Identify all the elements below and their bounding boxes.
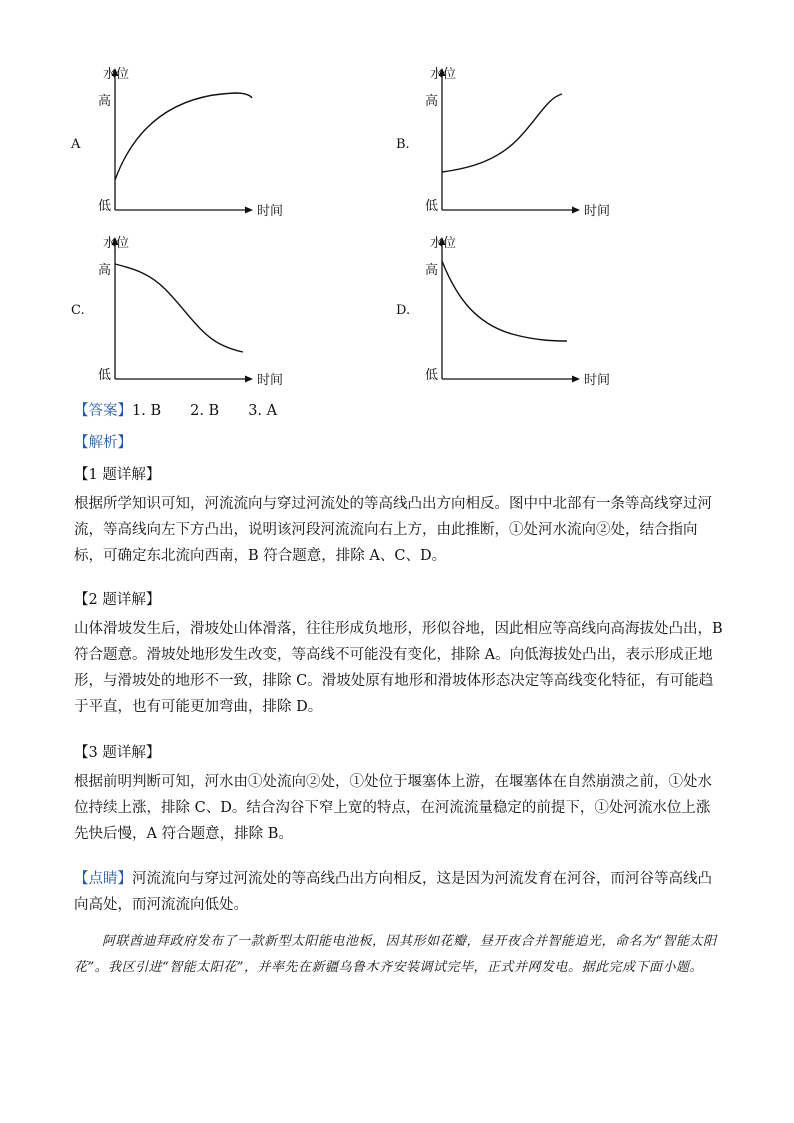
low-label: 低 — [425, 368, 439, 383]
option-label: A — [71, 137, 81, 152]
q2-text: 山体滑坡发生后，滑坡处山体滑落，往往形成负地形，形似谷地，因此相应等高线向高海拔处凸出，B 符合题意。滑坡处地形发生改变，等高线不可能没有变化，排除 A。向低海拔处凸出，表示形成正地形，与滑坡处的地形不一致，排除 C。滑坡处原有地形和滑坡体形态决定等高线变化特征，有可能趋于平直，也有可能更加弯曲，排除 D。 — [74, 621, 723, 715]
y-axis-label: 水位 — [103, 67, 130, 82]
answer-label: 【答案】 — [74, 403, 132, 419]
x-axis-label: 时间 — [584, 204, 611, 219]
low-label: 低 — [98, 199, 112, 214]
water-level-chart-c — [95, 229, 335, 389]
low-label: 低 — [98, 368, 112, 383]
q1-text: 根据所学知识可知，河流流向与穿过河流处的等高线凸出方向相反。图中中北部有一条等高线穿过河流，等高线向左下方凸出，说明该河段河流流向右上方，由此推断，①处河水流向②处，结合指向标，可确定东北流向西南，B 符合题意，排除 A、C、D。 — [74, 496, 712, 564]
curve — [442, 261, 567, 341]
x-axis-label: 时间 — [257, 204, 284, 219]
high-label: 高 — [425, 94, 439, 109]
option-label: D. — [396, 303, 411, 318]
q1-label: 【1 题详解】 — [74, 467, 161, 483]
curve — [115, 264, 243, 352]
x-axis-arrow — [572, 376, 580, 383]
tip-text: 河流流向与穿过河流处的等高线凸出方向相反，这是因为河流发育在河谷，而河谷等高线凸向高处，而河流流向低处。 — [74, 871, 712, 913]
q3-text: 根据前明判断可知，河水由①处流向②处，①处位于堰塞体上游，在堰塞体在自然崩溃之前，①处水位持续上涨，排除 C、D。结合沟谷下窄上宽的特点，在河流流量稳定的前提下，①处河流水位上涨先快后慢，A 符合题意，排除 B。 — [74, 774, 712, 842]
analysis-label: 【解析】 — [74, 435, 132, 451]
option-label: C. — [71, 303, 85, 318]
water-level-chart-a — [95, 60, 335, 220]
q2-label: 【2 题详解】 — [74, 592, 161, 608]
low-label: 低 — [425, 199, 439, 214]
y-axis-label: 水位 — [430, 67, 457, 82]
passage: 阿联酋迪拜政府发布了一款新型太阳能电池板，因其形如花瓣，昼开夜合并智能追光，命名为“智能太阳花”。我区引进“智能太阳花”，并率先在新疆乌鲁木齐安装调试完毕，正式并网发电。据此完成下面小题。 — [74, 934, 717, 975]
x-axis-arrow — [245, 376, 253, 383]
answer-line — [74, 399, 277, 420]
y-axis-label: 水位 — [430, 236, 457, 251]
x-axis-label: 时间 — [584, 373, 611, 388]
curve — [115, 93, 252, 180]
option-label: B. — [396, 137, 410, 152]
x-axis-label: 时间 — [257, 373, 284, 388]
high-label: 高 — [98, 94, 112, 109]
high-label: 高 — [425, 263, 439, 278]
answer-text: 1. B 2. B 3. A — [132, 403, 278, 419]
curve — [442, 94, 562, 172]
y-axis-label: 水位 — [103, 236, 130, 251]
tip-paragraph — [74, 866, 724, 918]
tip-label: 【点睛】 — [74, 871, 132, 887]
x-axis-arrow — [572, 207, 580, 214]
q3-label: 【3 题详解】 — [74, 745, 161, 761]
water-level-chart-d — [422, 229, 662, 389]
high-label: 高 — [98, 263, 112, 278]
water-level-chart-b — [422, 60, 662, 220]
x-axis-arrow — [245, 207, 253, 214]
